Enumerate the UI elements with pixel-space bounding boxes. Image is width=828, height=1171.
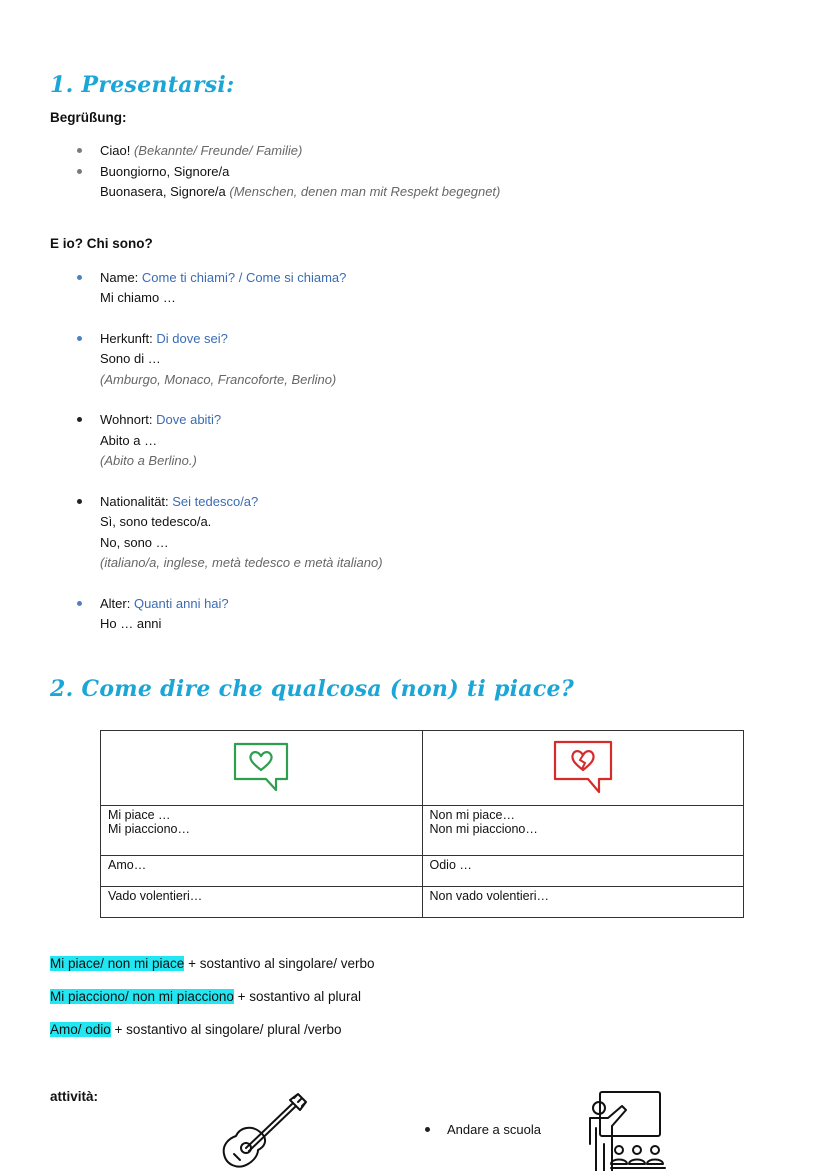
example-note: (italiano/a, inglese, metà tedesco e metà italiano)	[100, 555, 383, 570]
teacher-classroom-icon	[578, 1088, 674, 1171]
dislike-cell	[422, 806, 744, 856]
item-nationality: Nationalität: Sei tedesco/a?	[100, 494, 259, 509]
section-2-title: 2. Come dire che qualcosa (non) ti piace?	[50, 676, 575, 702]
like-icon-cell	[101, 731, 423, 806]
item-age: Alter: Quanti anni hai?	[100, 596, 229, 611]
greeting-item: Ciao! (Bekannte/ Freunde/ Familie)	[100, 143, 303, 158]
cell-text: Non mi piacciono…	[429, 822, 538, 836]
grammar-rule: Mi piacciono/ non mi piacciono + sostantivo al plural	[50, 989, 362, 1004]
bullet	[77, 417, 82, 422]
example-note: (Amburgo, Monaco, Francoforte, Berlino)	[100, 372, 337, 387]
guitar-icon	[218, 1092, 310, 1171]
bullet	[77, 275, 82, 280]
heart-speech-bubble-icon	[232, 741, 290, 793]
answer: Ho … anni	[100, 616, 162, 631]
answer: Sì, sono tedesco/a.	[100, 514, 212, 529]
answer: Abito a …	[100, 433, 158, 448]
cell-text: Non mi piace…	[429, 808, 515, 822]
cell-text: Mi piacciono…	[108, 822, 190, 836]
who-heading: E io? Chi sono?	[50, 236, 153, 251]
broken-heart-speech-bubble-icon	[552, 739, 614, 795]
section-1-title: 1. Presentarsi:	[50, 72, 235, 98]
answer: Sono di …	[100, 351, 161, 366]
answer: Mi chiamo …	[100, 290, 176, 305]
bullet	[77, 499, 82, 504]
answer: No, sono …	[100, 535, 169, 550]
dislike-icon-cell	[422, 731, 744, 806]
grammar-rule: Mi piace/ non mi piace + sostantivo al singolare/ verbo	[50, 956, 375, 971]
activity-item: Andare a scuola	[447, 1122, 541, 1137]
item-name: Name: Come ti chiami? / Come si chiama?	[100, 270, 347, 285]
like-cell: Amo…	[101, 856, 423, 887]
greeting-heading: Begrüßung:	[50, 110, 127, 125]
bullet	[77, 601, 82, 606]
example-note: (Abito a Berlino.)	[100, 453, 197, 468]
greeting-item: Buonasera, Signore/a (Menschen, denen man mit Respekt begegnet)	[100, 184, 501, 199]
like-cell	[101, 806, 423, 856]
item-origin: Herkunft: Di dove sei?	[100, 331, 228, 346]
activities-heading: attività:	[50, 1089, 99, 1104]
like-dislike-table	[100, 730, 744, 918]
bullet	[77, 148, 82, 153]
greeting-item: Buongiorno, Signore/a	[100, 164, 230, 179]
dislike-cell: Odio …	[422, 856, 744, 887]
grammar-rule: Amo/ odio + sostantivo al singolare/ plural /verbo	[50, 1022, 342, 1037]
cell-text: Mi piace …	[108, 808, 171, 822]
bullet	[77, 169, 82, 174]
bullet	[425, 1127, 430, 1132]
item-residence: Wohnort: Dove abiti?	[100, 412, 222, 427]
like-cell: Vado volentieri…	[101, 887, 423, 918]
bullet	[77, 336, 82, 341]
dislike-cell: Non vado volentieri…	[422, 887, 744, 918]
